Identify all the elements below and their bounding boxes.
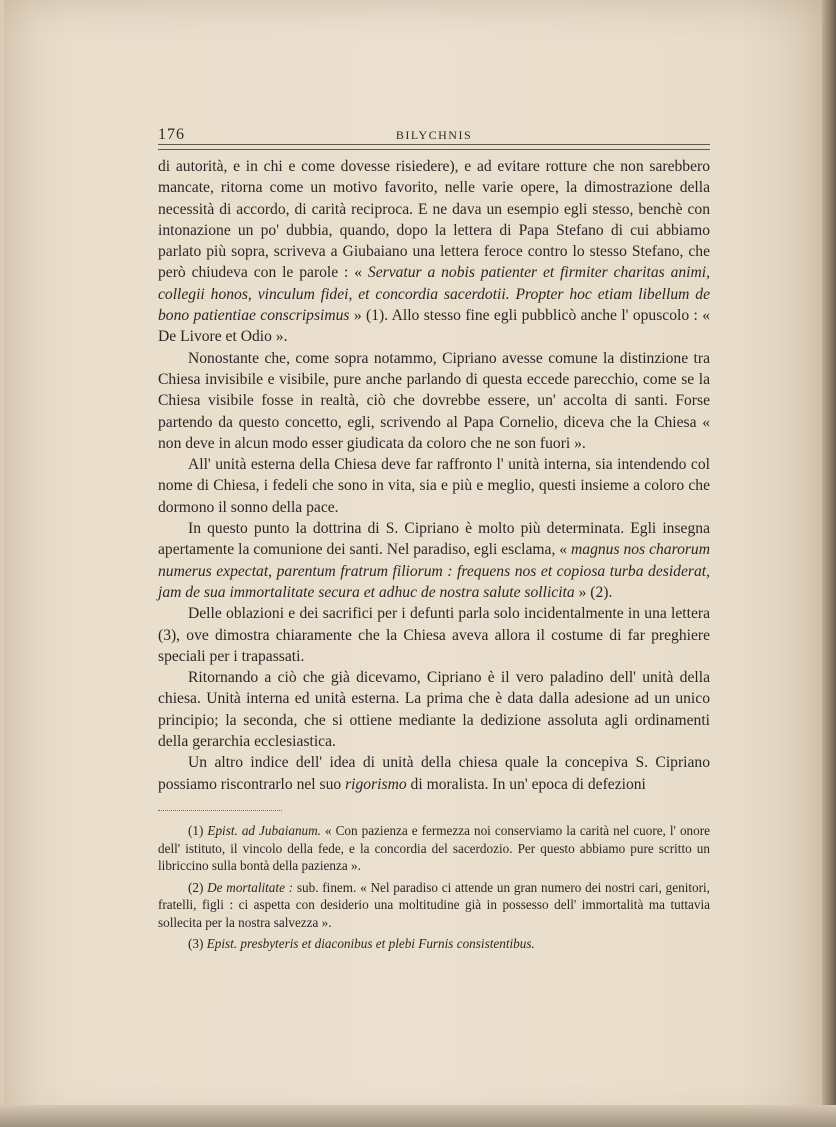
text-run: Ritornando a ciò che già dicevamo, Cipriano è il vero paladino dell' unità della chiesa. Unità interna ed unità esterna. La prima che è data dalla adesione ad un unico principio; la seconda, che si ottiene mediante la dedizione assoluta agli ordinamenti della gerarchia ecclesiastica. <box>158 669 710 751</box>
italic-text: Servatur a nobis patienter et firmiter charitas animi, collegii honos, vinculum fidei, et concordia sacerdotii. Propter hoc etiam libellum de bono patientiae conscripsimus <box>158 264 710 325</box>
italic-text: magnus nos charorum numerus expectat, parentum fratrum filiorum : frequens nos et copiosa turba desiderat, jam de sua immortalitate secura et adhuc de nostra salute sollicita <box>158 541 710 601</box>
footnote <box>158 935 710 953</box>
text-run: di moralista. In un' epoca di defezioni <box>406 775 646 793</box>
body-paragraph <box>158 348 710 454</box>
body-paragraph <box>158 156 710 348</box>
text-run: di autorità, e in chi e come dovesse risiedere), e ad evitare rotture che non sarebbero mancate, ritorna come un motivo favorito, nelle varie opere, la dimostrazione della necessità di accordo, di carità reciproca. E ne dava un esempio egli stesso, benchè con intonazione un po' dubbia, quando, dopo la lettera di Papa Stefano di cui abbiamo parlato più sopra, scriveva a Giubaiano una lettera feroce contro lo stesso Stefano, che però chiudeva con le parole : « <box>158 158 710 282</box>
footnote <box>158 822 710 875</box>
text-run: (2) <box>188 879 208 895</box>
text-run: (1) <box>188 823 208 838</box>
book-spine-edge <box>822 0 836 1127</box>
footnotes <box>158 822 710 957</box>
text-run: Delle oblazioni e dei sacrifici per i defunti parla solo incidentalmente in una lettera (3), ove dimostra chiaramente che la Chiesa aveva allora il costume di far preghiere speciali per i trapassati. <box>158 605 710 665</box>
italic-text: De mortalitate : <box>207 879 294 895</box>
body-paragraph <box>158 752 710 795</box>
text-run: » (2). <box>574 583 613 601</box>
italic-text: Epist. presbyteris et diaconibus et plebi Furnis consistentibus. <box>206 936 535 951</box>
running-title: BILYCHNIS <box>395 128 473 142</box>
footnote-separator <box>158 810 282 811</box>
text-run: » (1). Allo stesso fine egli pubblicò anche l' opuscolo : « De Livore et Odio ». <box>158 307 710 346</box>
body-paragraph <box>158 518 710 603</box>
main-text <box>158 156 710 795</box>
page-bottom-edge <box>0 1105 836 1127</box>
italic-text: Epist. ad Jubaianum. <box>207 823 321 838</box>
italic-text: rigorismo <box>345 775 407 793</box>
body-paragraph <box>158 603 710 667</box>
header-rule <box>158 144 710 150</box>
text-run: Nonostante che, come sopra notammo, Cipriano avesse comune la distinzione tra Chiesa invisibile e visibile, pure anche parlando di questa eccede parecchio, come se la Chiesa visibile fosse in realtà, ciò che dovrebbe essere, un' accolta di santi. Forse partendo da questo concetto, egli, scrivendo al Papa Cornelio, diceva che la Chiesa « non deve in alcun modo esser giudicata da coloro che ne son fuori ». <box>158 349 710 452</box>
page-header <box>158 124 710 146</box>
body-paragraph <box>158 667 710 752</box>
footnote <box>158 879 710 932</box>
text-run: sub. finem. « Nel paradiso ci attende un gran numero dei nostri cari, genitori, fratelli, figli : ci aspetta con desiderio una moltitudine già in possesso dell' immortalità ma tuttavia sollecita per la nostra salvezza ». <box>158 879 710 930</box>
body-paragraph <box>158 454 710 518</box>
text-run: Un altro indice dell' idea di unità della chiesa quale la concepiva S. Cipriano possiamo riscontrarlo nel suo <box>158 754 710 793</box>
text-run: In questo punto la dottrina di S. Cipriano è molto più determinata. Egli insegna apertamente la comunione dei santi. Nel paradiso, egli esclama, « <box>158 520 710 559</box>
text-run: All' unità esterna della Chiesa deve far raffronto l' unità interna, sia intendendo col nome di Chiesa, i fedeli che sono in vita, sia e più e meglio, questi insieme a coloro che dormono il sonno della pace. <box>158 456 710 516</box>
page-number: 176 <box>158 126 185 143</box>
text-run: « Con pazienza e fermezza noi conserviamo la carità nel cuore, l' onore dell' istituto, il vincolo della fede, e la concordia del sacerdozio. Per questo abbiamo pure scritto un libriccino sulla bontà della pazienza ». <box>158 823 710 873</box>
text-run: (3) <box>188 936 207 951</box>
